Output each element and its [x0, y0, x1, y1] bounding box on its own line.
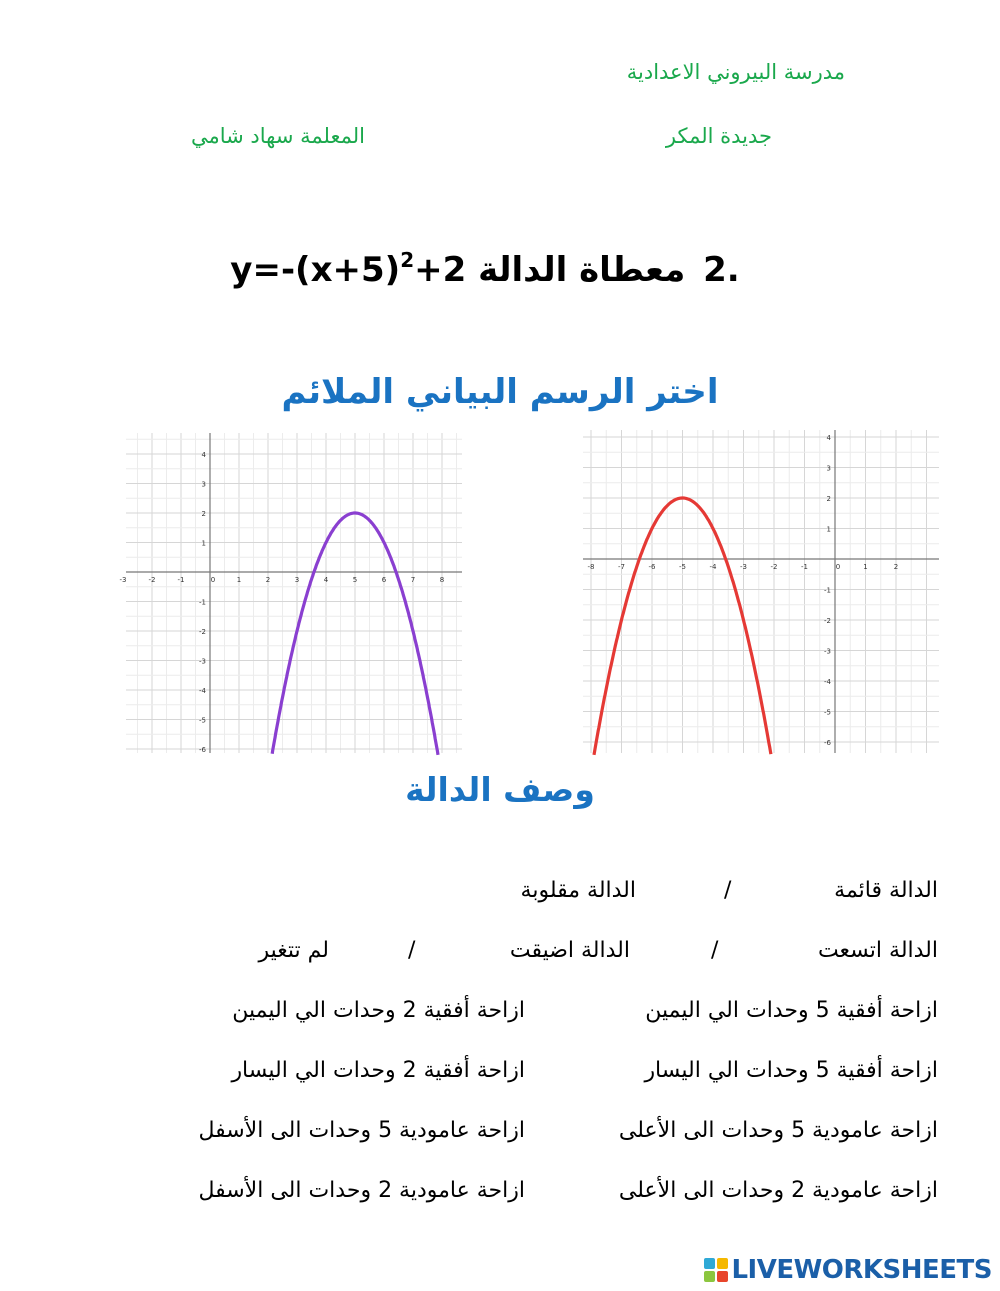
y-tick-label: -5	[199, 716, 206, 725]
x-tick-label: -5	[679, 563, 686, 571]
option-widened[interactable]: الدالة اتسعت	[817, 938, 938, 963]
option-unchanged[interactable]: لم تتغير	[258, 938, 329, 963]
x-tick-label: -1	[177, 576, 185, 584]
option-shift-down-2[interactable]: ازاحة عامودية 2 وحدات الى الأسفل	[198, 1178, 525, 1203]
y-tick-label: 2	[201, 510, 206, 518]
x-tick-label: 0	[210, 576, 216, 584]
option-shift-right-5[interactable]: ازاحة أفقية 5 وحدات الي اليمين	[645, 998, 938, 1023]
formula: $y=-(x+5)^2+2$	[230, 248, 467, 290]
y-tick-label: 1	[201, 539, 206, 548]
describe-function-title: وصف الدالة	[405, 770, 595, 809]
logo-square	[704, 1258, 715, 1269]
y-tick-label: 4	[201, 451, 206, 459]
y-tick-label: 4	[826, 434, 831, 442]
option-shift-right-2[interactable]: ازاحة أفقية 2 وحدات الي اليمين	[232, 998, 525, 1023]
separator: /	[724, 878, 732, 903]
x-tick-label: 6	[381, 576, 387, 584]
y-tick-label: -3	[199, 657, 206, 666]
y-tick-label: -6	[824, 739, 831, 747]
option-shift-left-5[interactable]: ازاحة أفقية 5 وحدات الي اليسار	[644, 1058, 938, 1083]
y-tick-label: -2	[824, 617, 831, 625]
option-shift-up-2[interactable]: ازاحة عامودية 2 وحدات الى الأعلى	[618, 1178, 938, 1203]
x-tick-label: -3	[119, 576, 127, 584]
y-tick-label: -2	[199, 628, 206, 636]
x-tick-label: -4	[709, 563, 717, 571]
option-narrowed[interactable]: الدالة اضيقت	[509, 938, 630, 963]
x-tick-label: -2	[148, 576, 156, 584]
x-tick-label: -7	[618, 563, 625, 571]
logo-text: LIVEWORKSHEETS	[731, 1255, 992, 1285]
x-tick-label: 3	[294, 576, 300, 584]
teacher-name: المعلمة سهاد شامي	[191, 124, 365, 148]
x-tick-label: -1	[801, 563, 808, 571]
graph-left-svg	[119, 433, 462, 754]
option-upright[interactable]: الدالة قائمة	[834, 878, 938, 903]
question-label: معطاة الدالة	[478, 250, 686, 290]
city-name: جديدة المكر	[665, 124, 772, 148]
graph-right-svg	[583, 430, 939, 753]
logo-square	[717, 1258, 728, 1269]
question-heading	[0, 248, 1000, 290]
y-tick-label: -1	[824, 586, 831, 595]
option-shift-left-2[interactable]: ازاحة أفقية 2 وحدات الي اليسار	[231, 1058, 525, 1083]
x-tick-label: 7	[410, 576, 416, 584]
y-tick-label: 3	[826, 464, 831, 473]
x-tick-label: 8	[439, 576, 445, 584]
y-tick-label: 2	[826, 495, 831, 503]
separator: /	[408, 938, 416, 963]
x-tick-label: 4	[323, 576, 329, 584]
logo-square	[717, 1271, 728, 1282]
separator: /	[711, 938, 719, 963]
graph-option-left[interactable]	[119, 433, 462, 754]
x-tick-label: 1	[236, 576, 242, 584]
option-inverted[interactable]: الدالة مقلوبة	[520, 878, 636, 903]
x-tick-label: 2	[265, 576, 271, 584]
y-tick-label: -6	[199, 746, 206, 754]
grid-lines	[126, 433, 462, 753]
y-tick-label: -1	[199, 598, 206, 607]
question-number: 2.	[703, 250, 740, 290]
y-tick-label: -4	[824, 678, 831, 686]
school-name: مدرسة البيروني الاعدادية	[626, 60, 845, 84]
y-tick-label: 3	[201, 480, 206, 489]
y-tick-label: -5	[824, 708, 831, 717]
logo-square	[704, 1271, 715, 1282]
x-tick-label: 0	[835, 563, 841, 571]
logo-mark-icon	[704, 1258, 728, 1282]
x-tick-label: 2	[893, 563, 899, 571]
choose-graph-title: اختر الرسم البياني الملائم	[281, 372, 719, 412]
x-tick-label: 5	[352, 576, 358, 584]
y-tick-label: 1	[826, 525, 831, 534]
x-tick-label: -6	[648, 563, 656, 571]
y-tick-label: -4	[199, 687, 206, 695]
option-shift-up-5[interactable]: ازاحة عامودية 5 وحدات الى الأعلى	[618, 1118, 938, 1143]
x-tick-label: -3	[740, 563, 747, 571]
graph-option-right[interactable]	[583, 430, 939, 753]
y-tick-label: -3	[824, 647, 831, 656]
x-tick-label: -2	[770, 563, 778, 571]
liveworksheets-logo	[704, 1252, 992, 1288]
x-tick-label: -8	[587, 563, 595, 571]
option-shift-down-5[interactable]: ازاحة عامودية 5 وحدات الى الأسفل	[198, 1118, 525, 1143]
x-tick-label: 1	[863, 563, 868, 571]
